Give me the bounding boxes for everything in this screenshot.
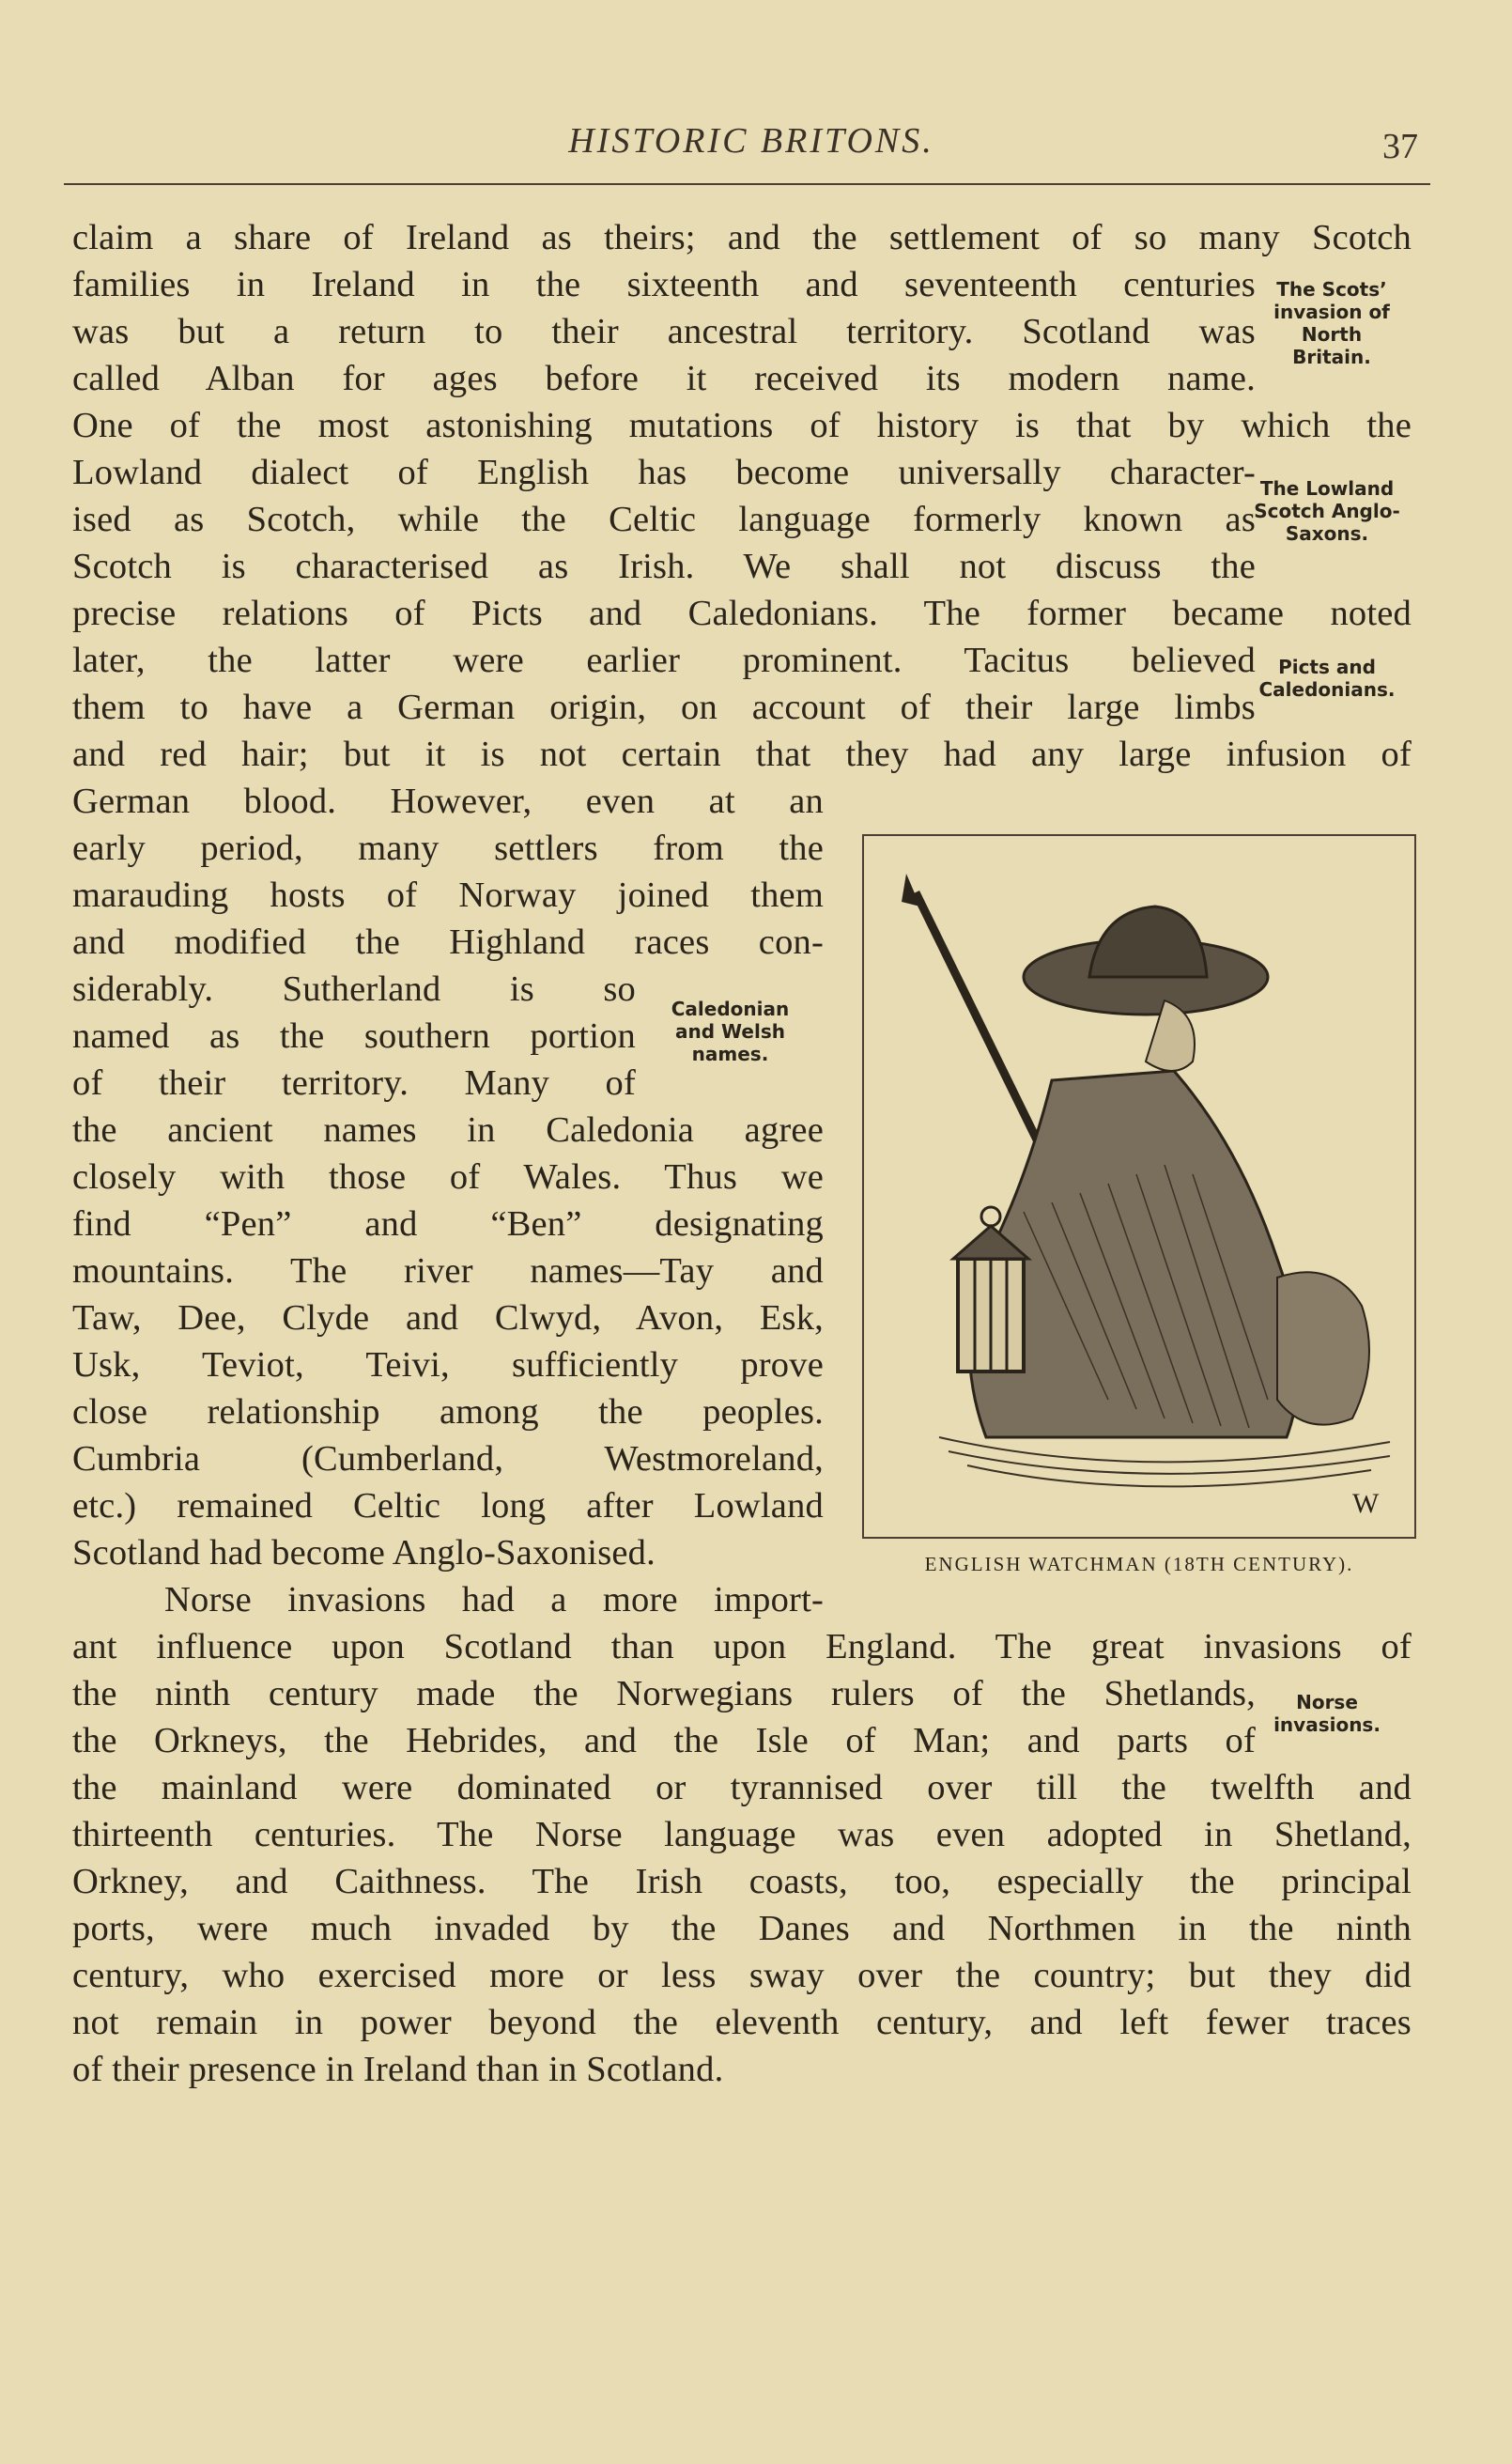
text-line: etc.) remained Celtic long after Lowland [72, 1486, 824, 1526]
text-line: find “Pen” and “Ben” designating [72, 1204, 824, 1244]
sidenote-line: Norse [1296, 1691, 1358, 1713]
text-line: ports, were much invaded by the Danes and Northmen in the ninth [72, 1909, 1412, 1948]
sidenote-line: Picts and [1278, 656, 1376, 678]
sidenote-line: The Lowland [1259, 477, 1395, 500]
text-line: ised as Scotch, while the Celtic language formerly known as [72, 500, 1256, 539]
figure-caption: ENGLISH WATCHMAN (18TH CENTURY). [924, 1553, 1354, 1575]
text-line: Orkney, and Caithness. The Irish coasts, too, especially the principal [72, 1862, 1412, 1901]
text-line: called Alban for ages before it received its modern name. [72, 359, 1256, 398]
sidenote-line: Saxons. [1285, 522, 1369, 545]
text-line: Lowland dialect of English has become universally character- [72, 453, 1256, 492]
text-line: thirteenth centuries. The Norse language was even adopted in Shetland, [72, 1815, 1412, 1854]
text-line: of their territory. Many of [72, 1063, 636, 1103]
sidenote-scots-invasion [1257, 278, 1407, 368]
text-line: marauding hosts of Norway joined them [72, 876, 824, 915]
text-line: Scotch is characterised as Irish. We shall not discuss the [72, 547, 1256, 586]
text-line: siderably. Sutherland is so [72, 969, 636, 1009]
sidenote-line: Caledonian [671, 998, 790, 1020]
sidenote-line: North [1301, 323, 1363, 346]
sidenote-caledonian-names [648, 998, 812, 1065]
text-line: ant influence upon Scotland than upon England. The great invasions of [72, 1627, 1412, 1666]
text-line: Cumbria (Cumberland, Westmoreland, [72, 1439, 824, 1479]
text-line: One of the most astonishing mutations of history is that by which the [72, 406, 1412, 445]
text-line: century, who exercised more or less sway over the country; but they did [72, 1956, 1412, 1995]
text-line: and modified the Highland races con- [72, 922, 824, 962]
text-line: claim a share of Ireland as theirs; and the settlement of so many Scotch [72, 218, 1412, 257]
text-line: Usk, Teviot, Teivi, sufficiently prove [72, 1345, 824, 1385]
figure-monogram: W [1352, 1488, 1380, 1519]
text-line: was but a return to their ancestral territory. Scotland was [72, 312, 1256, 351]
text-line: the ancient names in Caledonia agree [72, 1110, 824, 1150]
sidenote-line: Caledonians. [1258, 678, 1396, 701]
sidenote-line: Britain. [1292, 346, 1371, 368]
sidenote-line: Scotch Anglo- [1254, 500, 1400, 522]
text-line: Taw, Dee, Clyde and Clwyd, Avon, Esk, [72, 1298, 824, 1338]
text-line: the Orkneys, the Hebrides, and the Isle of Man; and parts of [72, 1721, 1256, 1760]
sidenote-norse [1238, 1691, 1416, 1736]
text-line: not remain in power beyond the eleventh century, and left fewer traces [72, 2003, 1412, 2042]
page-header [66, 111, 1437, 167]
sidenote-line: names. [691, 1043, 769, 1065]
text-line: the mainland were dominated or tyrannised over till the twelfth and [72, 1768, 1412, 1807]
text-line: families in Ireland in the sixteenth and seventeenth centuries [72, 265, 1256, 304]
text-line: them to have a German origin, on account of their large limbs [72, 688, 1256, 727]
header-rule [64, 183, 1430, 185]
running-head: HISTORIC BRITONS. [568, 121, 934, 161]
text-line: and red hair; but it is not certain that they had any large infusion of [72, 735, 1412, 774]
sidenote-picts [1238, 656, 1416, 701]
text-line: German blood. However, even at an [72, 782, 824, 821]
text-line: of their presence in Ireland than in Scotland. [72, 2050, 724, 2089]
text-line: Scotland had become Anglo-Saxonised. [72, 1533, 656, 1573]
text-line: later, the latter were earlier prominent. Tacitus believed [72, 641, 1256, 680]
figure-watchman [862, 834, 1416, 1539]
text-line: named as the southern portion [72, 1016, 636, 1056]
text-line: close relationship among the peoples. [72, 1392, 824, 1432]
sidenote-line: invasion of [1273, 301, 1390, 323]
watchman-illustration [864, 836, 1414, 1537]
sidenote-line: and Welsh [675, 1020, 785, 1043]
text-line: the ninth century made the Norwegians rulers of the Shetlands, [72, 1674, 1256, 1713]
page-number: 37 [1382, 127, 1418, 166]
text-line: precise relations of Picts and Caledonians. The former became noted [72, 594, 1412, 633]
text-line: Norse invasions had a more import- [164, 1580, 824, 1619]
text-line: closely with those of Wales. Thus we [72, 1157, 824, 1197]
sidenote-lowland-scotch [1238, 477, 1416, 545]
sidenote-line: The Scots’ [1276, 278, 1387, 301]
sidenote-line: invasions. [1273, 1713, 1381, 1736]
text-line: mountains. The river names—Tay and [72, 1251, 824, 1291]
text-line: early period, many settlers from the [72, 829, 824, 868]
